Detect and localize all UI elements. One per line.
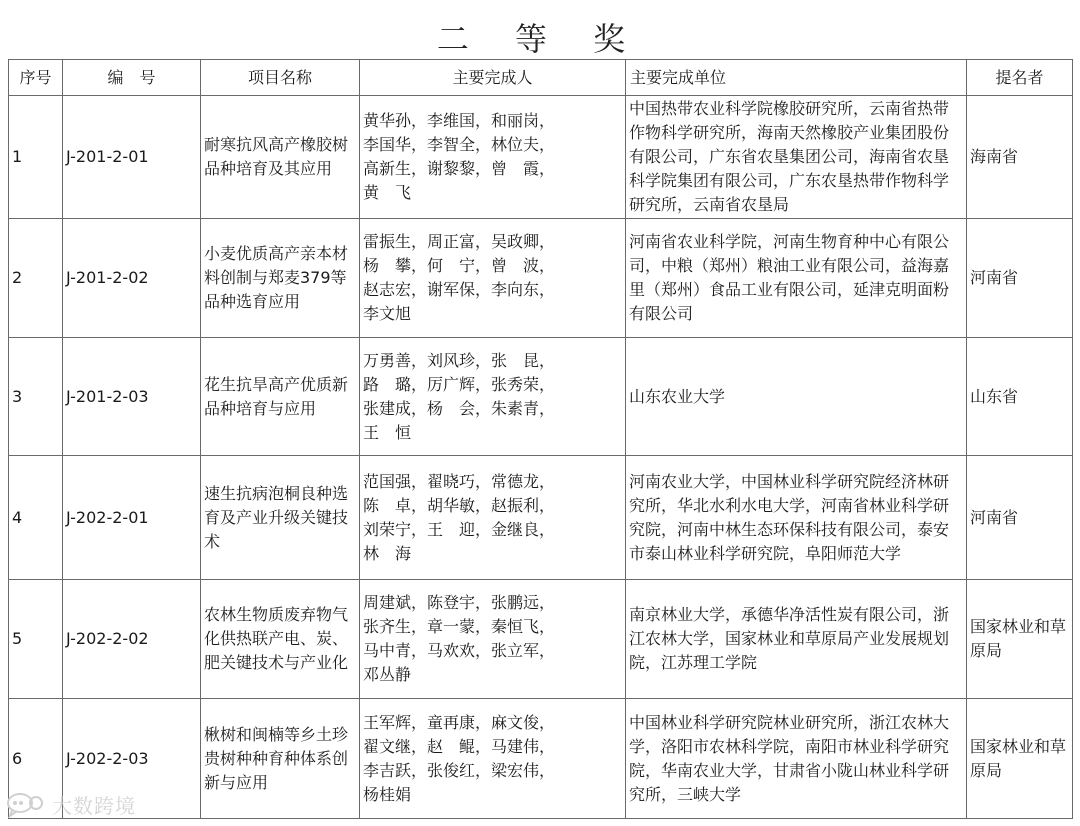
person-line: 李吉跃，张俊红，梁宏伟， (363, 760, 556, 780)
person-line: 翟文继，赵 鲲，马建伟， (363, 736, 556, 756)
header-main-persons: 主要完成人 (360, 60, 626, 96)
header-project-name: 项目名称 (201, 60, 360, 96)
row-nominator: 海南省 (967, 96, 1073, 219)
header-nominator: 提名者 (967, 60, 1073, 96)
logo-bubble-icon (6, 792, 46, 818)
person-line: 黄华孙，李维国，和丽岗， (363, 111, 556, 130)
row-units: 南京林业大学，承德华净活性炭有限公司，浙江农林大学，国家林业和草原局产业发展规划院，江苏理工学院 (626, 580, 967, 699)
row-code: J-202-2-02 (63, 580, 201, 699)
row-project-name: 楸树和闽楠等乡土珍贵树种种育种体系创新与应用 (201, 699, 360, 819)
person-line: 张建成，杨 会，朱素青， (363, 398, 556, 418)
table-row (9, 580, 1073, 699)
row-code: J-201-2-03 (63, 338, 201, 456)
page-title: 二 等 奖 (436, 20, 644, 58)
table-header-row (9, 60, 1073, 96)
person-line: 李国华，李智全，林位夫， (363, 135, 556, 154)
person-line: 王 恒 (363, 422, 412, 442)
award-table (8, 59, 1073, 819)
person-line: 林 海 (363, 543, 412, 563)
table-row (9, 96, 1073, 219)
row-nominator: 国家林业和草原局 (967, 580, 1073, 699)
person-line: 杨 攀，何 宁，曾 波， (363, 256, 556, 275)
row-project-name: 农林生物质废弃物气化供热联产电、炭、肥关键技术与产业化 (201, 580, 360, 699)
row-seq: 4 (9, 456, 63, 580)
person-line: 范国强，翟晓巧，常德龙， (363, 471, 556, 491)
table-row (9, 456, 1073, 580)
person-line: 陈 卓，胡华敏，赵振利， (363, 495, 556, 515)
row-nominator: 河南省 (967, 219, 1073, 338)
row-seq: 1 (9, 96, 63, 219)
row-seq: 2 (9, 219, 63, 338)
person-line: 路 璐，厉广辉，张秀荣， (363, 374, 556, 394)
row-nominator: 山东省 (967, 338, 1073, 456)
row-persons (360, 96, 626, 219)
person-line: 赵志宏，谢军保，李向东， (363, 280, 556, 299)
row-seq: 3 (9, 338, 63, 456)
row-units: 河南省农业科学院，河南生物育种中心有限公司，中粮（郑州）粮油工业有限公司，益海嘉里（郑州）食品工业有限公司，延津克明面粉有限公司 (626, 219, 967, 338)
person-line: 李文旭 (363, 304, 412, 323)
watermark-text: 大数跨境 (52, 794, 136, 818)
row-units: 河南农业大学，中国林业科学研究院经济林研究所，华北水利水电大学，河南省林业科学研究院，河南中林生态环保科技有限公司，泰安市泰山林业科学研究院，阜阳师范大学 (626, 456, 967, 580)
row-nominator: 河南省 (967, 456, 1073, 580)
person-line: 雷振生，周正富，吴政卿， (363, 232, 556, 251)
row-seq: 5 (9, 580, 63, 699)
row-code: J-202-2-01 (63, 456, 201, 580)
header-code: 编 号 (63, 60, 201, 96)
person-line: 杨桂娟 (363, 784, 412, 804)
table-row (9, 219, 1073, 338)
row-units: 山东农业大学 (626, 338, 967, 456)
row-code: J-202-2-03 (63, 699, 201, 819)
row-nominator: 国家林业和草原局 (967, 699, 1073, 819)
person-line: 刘荣宁，王 迎，金继良， (363, 519, 556, 539)
person-line: 周建斌，陈登宇，张鹏远， (363, 593, 556, 612)
row-units: 中国热带农业科学院橡胶研究所，云南省热带作物科学研究所，海南天然橡胶产业集团股份有限公司，广东省农垦集团公司，海南省农垦科学院集团有限公司，广东农垦热带作物科学研究所，云南省农垦局 (626, 96, 967, 219)
person-line: 万勇善，刘风珍，张 昆， (363, 350, 556, 370)
row-persons (360, 699, 626, 819)
header-seq: 序号 (9, 60, 63, 96)
row-code: J-201-2-01 (63, 96, 201, 219)
row-code: J-201-2-02 (63, 219, 201, 338)
row-seq: 6 (9, 699, 63, 819)
row-persons (360, 580, 626, 699)
person-line: 马中青，马欢欢，张立军， (363, 641, 556, 660)
row-project-name: 花生抗旱高产优质新品种培育与应用 (201, 338, 360, 456)
row-project-name: 小麦优质高产亲本材料创制与郑麦379等品种选育应用 (201, 219, 360, 338)
person-line: 邓丛静 (363, 665, 412, 684)
row-project-name: 耐寒抗风高产橡胶树品种培育及其应用 (201, 96, 360, 219)
row-units: 中国林业科学研究院林业研究所，浙江农林大学，洛阳市农林科学院，南阳市林业科学研究院，华南农业大学，甘肃省小陇山林业科学研究所，三峡大学 (626, 699, 967, 819)
row-persons (360, 338, 626, 456)
row-project-name: 速生抗病泡桐良种选育及产业升级关键技术 (201, 456, 360, 580)
table-row (9, 699, 1073, 819)
person-line: 张齐生，章一蒙，秦恒飞， (363, 617, 556, 636)
person-line: 高新生，谢黎黎，曾 霞， (363, 159, 556, 178)
person-line: 黄 飞 (363, 183, 412, 202)
watermark (6, 790, 136, 819)
table-row (9, 338, 1073, 456)
person-line: 王军辉，童再康，麻文俊， (363, 712, 556, 732)
header-main-units: 主要完成单位 (626, 60, 967, 96)
row-persons (360, 456, 626, 580)
row-persons (360, 219, 626, 338)
